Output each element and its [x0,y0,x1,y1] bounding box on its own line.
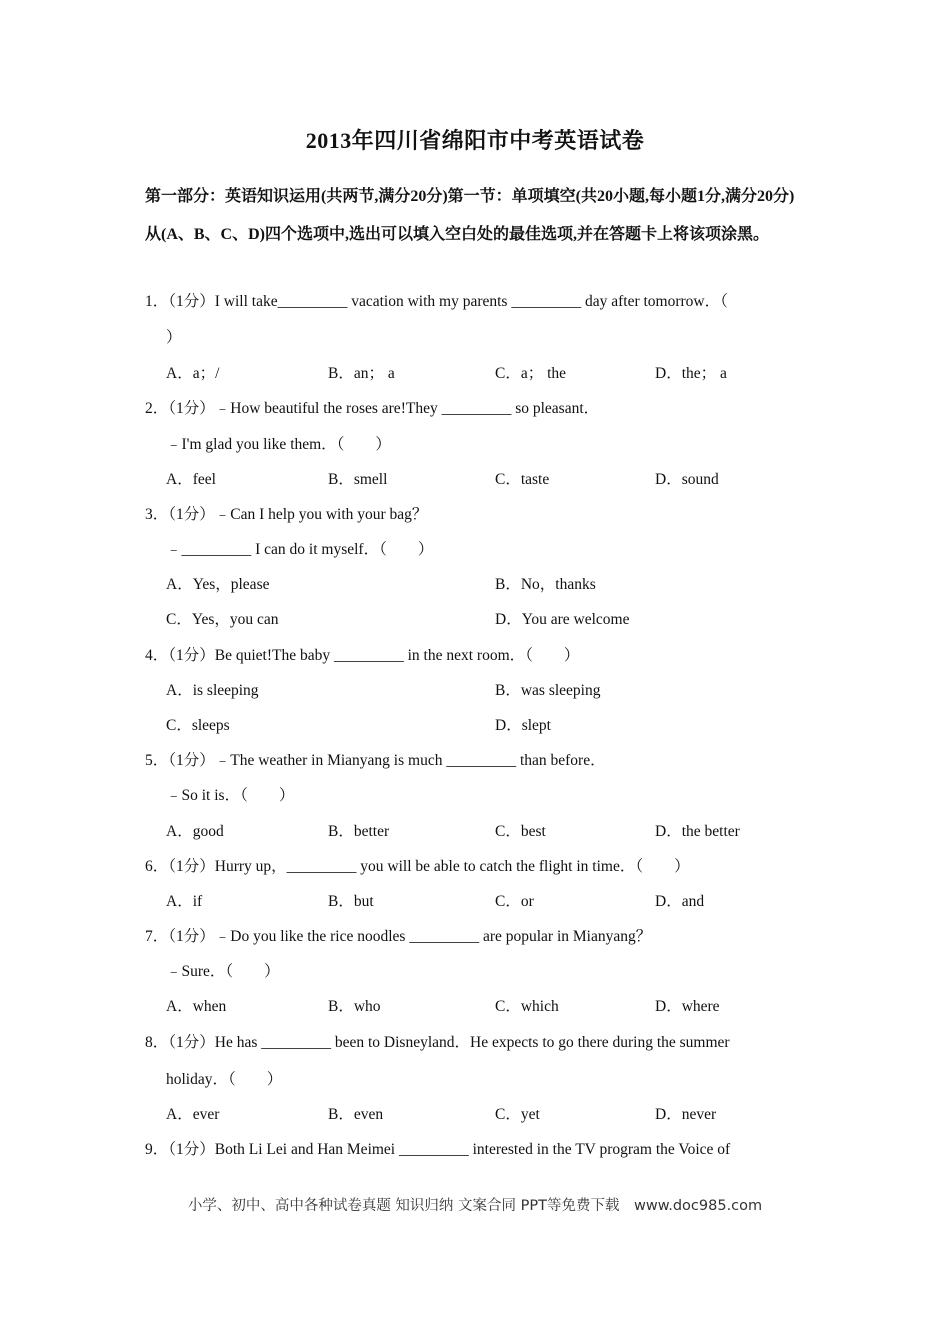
question-7-option-c: C．which [495,998,559,1015]
question-1-option-d: D．the； a [655,365,727,382]
question-4-option-d: D．slept [495,717,551,734]
question-7-option-d: D．where [655,998,720,1015]
question-4-option-c: C．sleeps [166,717,230,734]
question-2-continued: ﹣I'm glad you like them．（ ） [166,436,391,453]
page-footer: 小学、初中、高中各种试卷真题 知识归纳 文案合同 PPT等免费下载 www.doc985.com [187,1198,763,1214]
question-8-option-b: B．even [328,1106,384,1123]
question-5: 5．（1分）﹣The weather in Mianyang is much _________ than before． [145,752,606,769]
question-7-option-b: B．who [328,998,381,1015]
question-1-continued: ） [166,329,182,346]
question-3-option-c: C．Yes，you can [166,611,279,628]
question-2-option-b: B．smell [328,471,388,488]
question-2: 2．（1分）﹣How beautiful the roses are!They _________ so pleasant． [145,400,600,417]
question-2-option-d: D．sound [655,471,719,488]
question-4-option-b: B．was sleeping [495,682,601,699]
question-5-option-d: D．the better [655,823,740,840]
question-5-option-c: C．best [495,823,546,840]
question-5-option-a: A．good [166,823,224,840]
question-1: 1．（1分）I will take_________ vacation with my parents _________ day after tomorrow．（ [145,293,728,310]
question-3-option-a: A．Yes，please [166,576,270,593]
question-9: 9．（1分）Both Li Lei and Han Meimei _________ interested in the TV program the Voice of [145,1141,731,1158]
question-4: 4．（1分）Be quiet!The baby _________ in the next room．（ ） [145,647,580,664]
question-1-option-b: B．an； a [328,365,395,382]
question-7-continued: ﹣Sure．（ ） [166,963,280,980]
question-3: 3．（1分）﹣Can I help you with your bag？ [145,506,428,523]
page-title: 2013年四川省绵阳市中考英语试卷 [305,128,645,153]
question-5-continued: ﹣So it is．（ ） [166,787,295,804]
question-6: 6．（1分）Hurry up，_________ you will be able to catch the flight in time．（ ） [145,858,690,875]
question-2-option-c: C．taste [495,471,550,488]
question-6-option-a: A．if [166,893,203,910]
question-6-option-d: D．and [655,893,705,910]
question-4-option-a: A．is sleeping [166,682,259,699]
question-7: 7．（1分）﹣Do you like the rice noodles _________ are popular in Mianyang？ [145,928,652,945]
question-3-option-b: B．No，thanks [495,576,596,593]
question-1-option-a: A．a；/ [166,365,220,382]
question-1-option-c: C．a； the [495,365,567,382]
question-7-option-a: A．when [166,998,227,1015]
question-5-option-b: B．better [328,823,390,840]
question-8: 8．（1分）He has _________ been to Disneyland．He expects to go there during the summer [145,1034,730,1051]
section-instructions: 第一部分：英语知识运用(共两节,满分20分)第一节：单项填空(共20小题,每小题1分,满分20分)从(A、B、C、D)四个选项中,选出可以填入空白处的最佳选项,并在答题卡上将该项涂黑。 [145,188,795,243]
question-8-continued: holiday．（ ） [166,1071,283,1088]
question-8-option-c: C．yet [495,1106,540,1123]
question-8-option-d: D．never [655,1106,717,1123]
question-3-option-d: D．You are welcome [495,611,630,628]
question-3-continued: ﹣_________ I can do it myself．（ ） [166,541,434,558]
question-6-option-b: B．but [328,893,374,910]
question-2-option-a: A．feel [166,471,216,488]
question-8-option-a: A．ever [166,1106,220,1123]
question-6-option-c: C．or [495,893,534,910]
